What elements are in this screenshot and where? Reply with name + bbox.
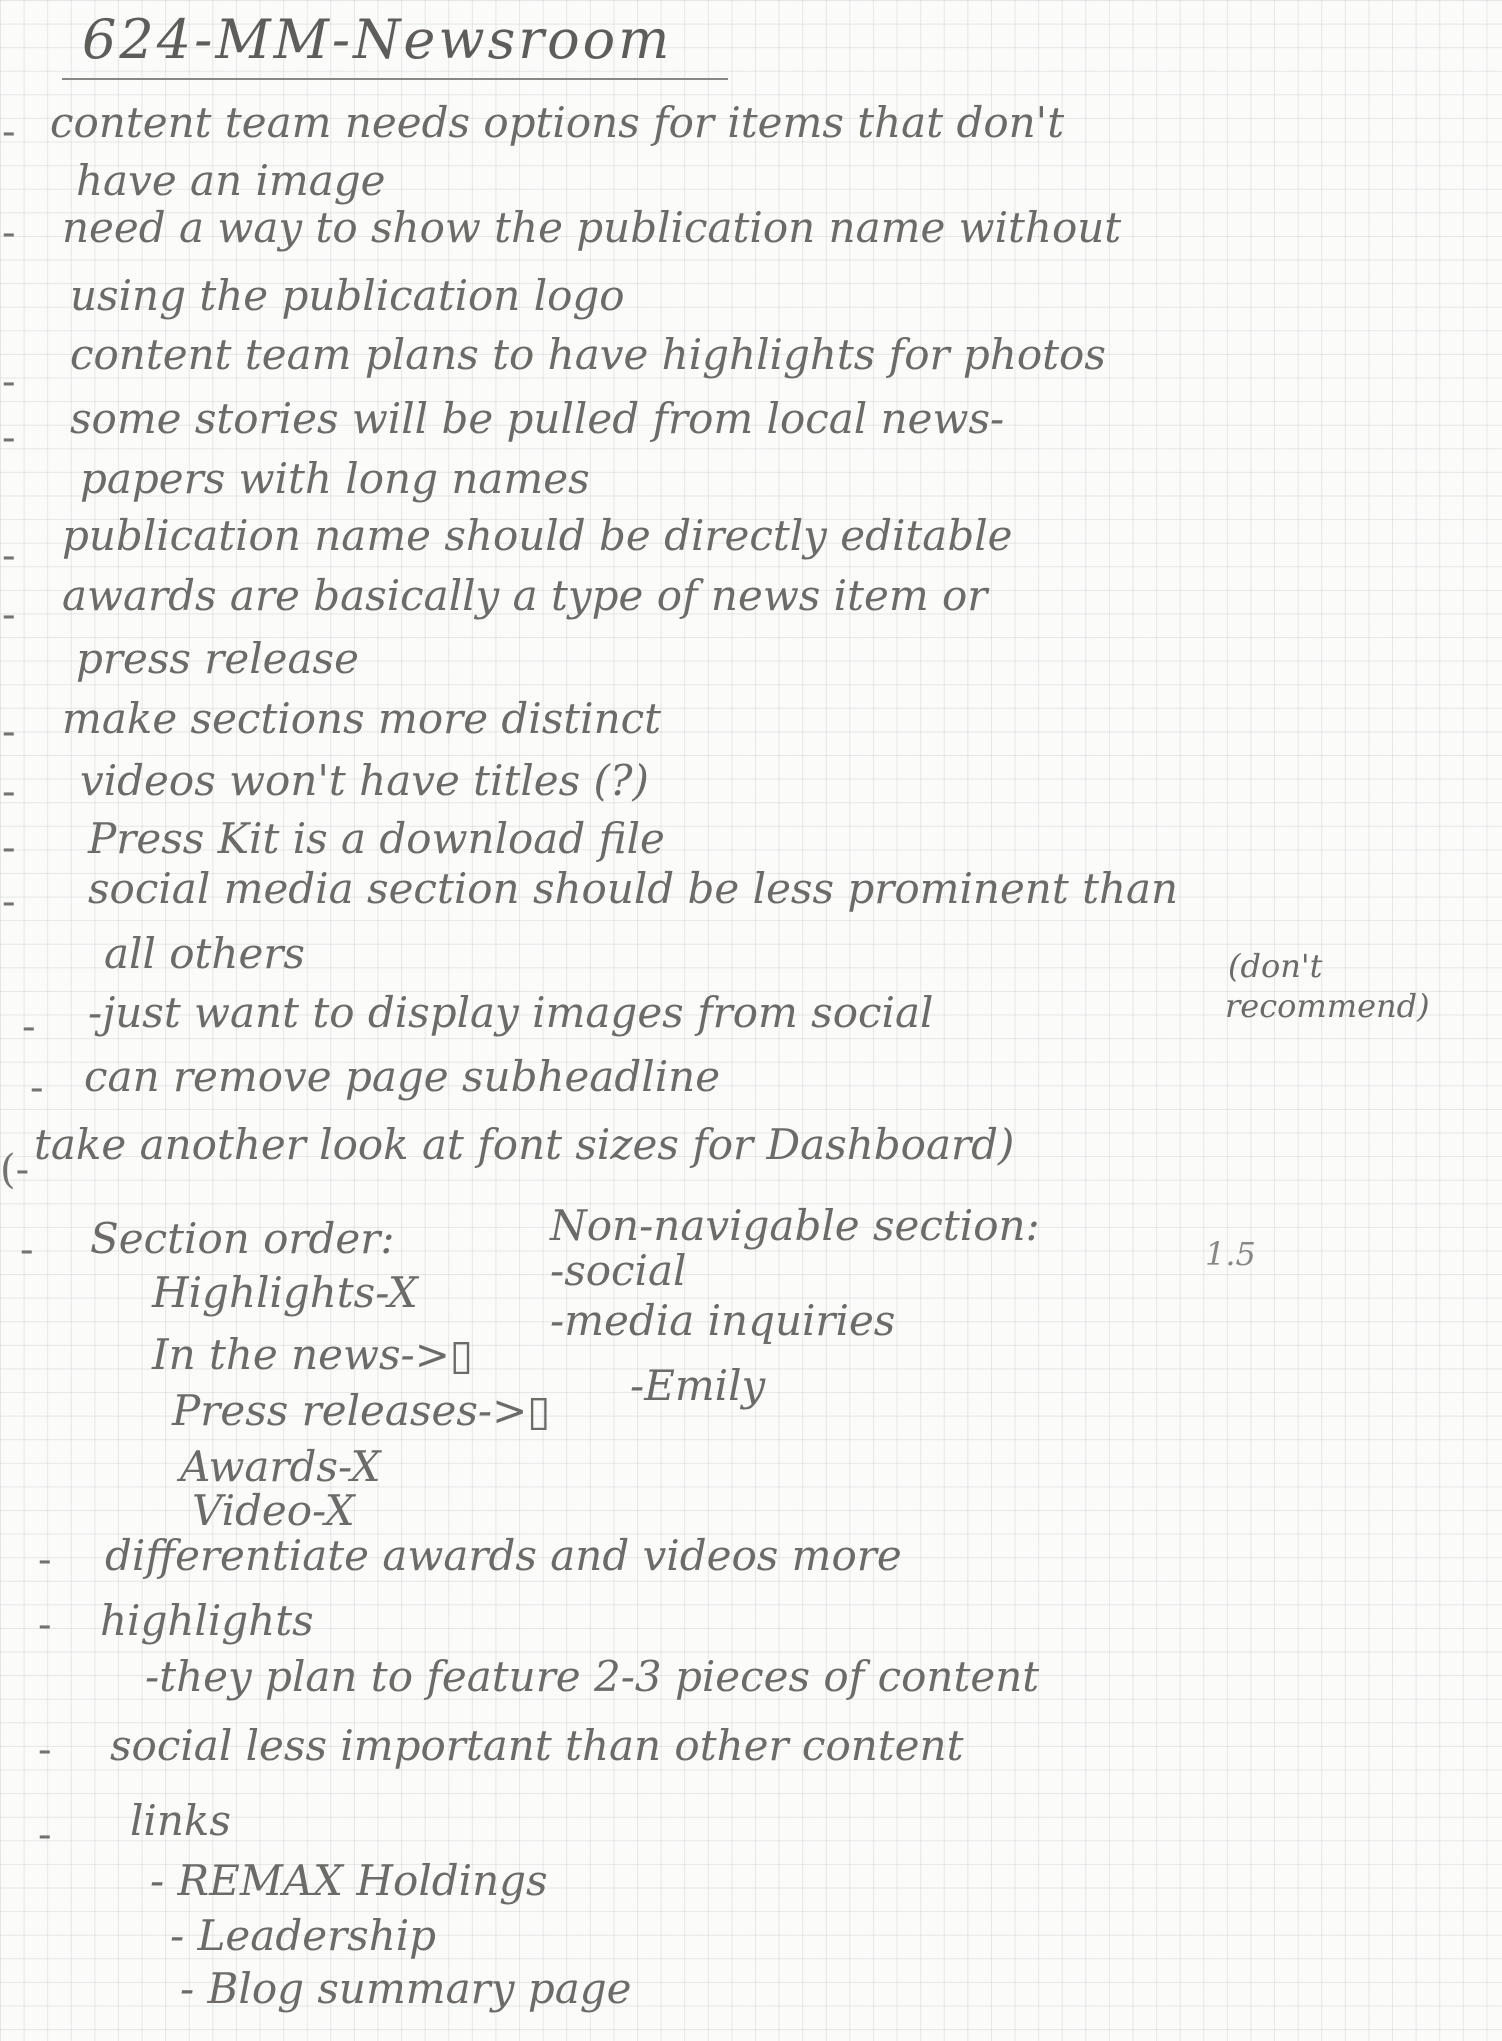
bullet-marker: - xyxy=(2,210,16,256)
note-line: papers with long names xyxy=(80,454,590,503)
title-underline xyxy=(62,78,728,80)
note-line: In the news->▯ xyxy=(152,1330,474,1379)
note-line: publication name should be directly editable xyxy=(62,511,1013,560)
note-line: - Leadership xyxy=(170,1911,437,1960)
bullet-marker: - xyxy=(2,709,16,755)
note-line: recommend) xyxy=(1225,987,1430,1025)
note-line: Awards-X xyxy=(180,1442,381,1491)
note-line: Press Kit is a download file xyxy=(88,814,665,863)
note-line: Video-X xyxy=(192,1486,355,1535)
bullet-marker: - xyxy=(22,1004,36,1050)
note-line: differentiate awards and videos more xyxy=(105,1531,902,1580)
note-line: - REMAX Holdings xyxy=(150,1856,548,1905)
note-line: some stories will be pulled from local news- xyxy=(70,394,1005,443)
note-line: links xyxy=(130,1796,231,1845)
note-line: need a way to show the publication name without xyxy=(62,203,1122,252)
note-line: -social xyxy=(550,1246,687,1295)
bullet-marker: - xyxy=(38,1727,52,1773)
note-line: awards are basically a type of news item or xyxy=(62,571,988,620)
note-line: -Emily xyxy=(630,1361,766,1410)
note-line: videos won't have titles (?) xyxy=(80,756,649,805)
note-line: Highlights-X xyxy=(152,1268,418,1317)
note-line: take another look at font sizes for Dashboard) xyxy=(34,1120,1015,1169)
note-line: have an image xyxy=(76,156,386,205)
note-line: -media inquiries xyxy=(550,1296,896,1345)
bullet-marker: - xyxy=(30,1065,44,1111)
bullet-marker: - xyxy=(2,592,16,638)
bullet-marker: - xyxy=(2,415,16,461)
note-line: (don't xyxy=(1228,947,1323,985)
bullet-marker: - xyxy=(38,1602,52,1648)
page-title: 624-MM-Newsroom xyxy=(82,8,673,71)
bullet-marker: - xyxy=(2,879,16,925)
note-line: - Blog summary page xyxy=(180,1964,632,2013)
bullet-marker: (- xyxy=(0,1147,30,1193)
note-line: Section order: xyxy=(90,1214,395,1263)
note-line: make sections more distinct xyxy=(62,694,662,743)
bullet-marker: - xyxy=(2,825,16,871)
note-line: -just want to display images from social xyxy=(88,988,934,1037)
note-line: social less important than other content xyxy=(110,1721,964,1770)
note-line: content team needs options for items that don't xyxy=(50,98,1065,147)
note-line: Non-navigable section: xyxy=(550,1201,1040,1250)
note-line: using the publication logo xyxy=(70,271,625,320)
note-line: can remove page subheadline xyxy=(84,1052,721,1101)
note-line: highlights xyxy=(100,1596,314,1645)
bullet-marker: - xyxy=(2,769,16,815)
note-line: all others xyxy=(104,929,305,978)
bullet-marker: - xyxy=(38,1537,52,1583)
note-line: Press releases->▯ xyxy=(172,1386,551,1435)
bullet-marker: - xyxy=(2,109,16,155)
bullet-marker: - xyxy=(2,533,16,579)
bullet-marker: - xyxy=(2,359,16,405)
note-line: content team plans to have highlights for photos xyxy=(70,330,1106,379)
note-line: 1.5 xyxy=(1205,1235,1256,1273)
bullet-marker: - xyxy=(20,1227,34,1273)
note-line: -they plan to feature 2-3 pieces of content xyxy=(145,1652,1040,1701)
note-line: social media section should be less prominent than xyxy=(88,864,1179,913)
bullet-marker: - xyxy=(38,1812,52,1858)
note-line: press release xyxy=(76,634,359,683)
